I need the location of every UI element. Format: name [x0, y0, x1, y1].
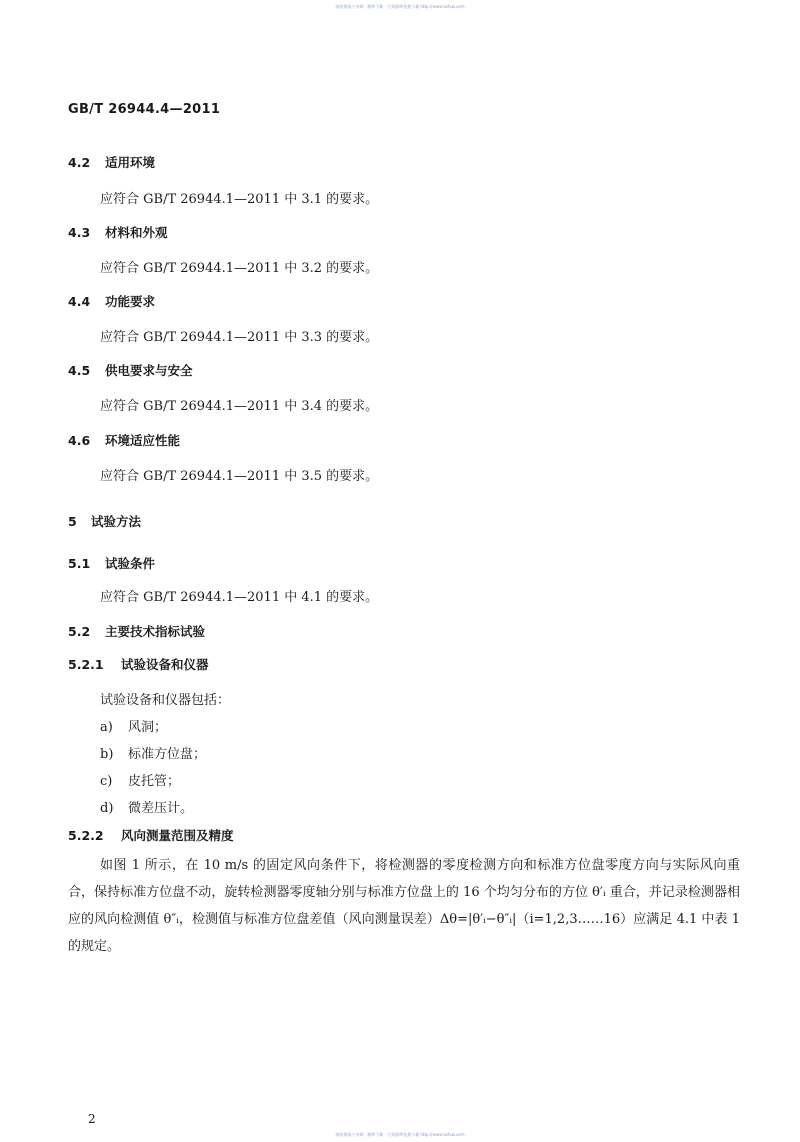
list-marker: b)	[100, 747, 114, 762]
section-heading-4-5	[68, 361, 193, 379]
list-item	[100, 743, 206, 762]
section-heading-4-4	[68, 292, 155, 310]
section-heading-4-6	[68, 431, 180, 449]
watermark-bottom: 國家標准分享網 · 標準下載 · 行業標準免費下載 http://www.bzfxw.com	[335, 1132, 465, 1137]
section-title: 试验条件	[105, 556, 156, 571]
list-marker: a)	[100, 720, 113, 735]
list-item	[100, 770, 180, 789]
section-number: 4.4	[68, 294, 91, 309]
section-text-4-2: 应符合 GB/T 26944.1—2011 中 3.1 的要求。	[100, 192, 379, 207]
section-title: 材料和外观	[105, 225, 168, 240]
section-title: 主要技术指标试验	[105, 624, 206, 639]
section-title: 风向测量范围及精度	[121, 828, 234, 843]
equipment-intro: 试验设备和仪器包括：	[100, 693, 231, 708]
section-heading-4-3	[68, 223, 168, 241]
section-title: 功能要求	[105, 294, 156, 309]
list-text: 标准方位盘；	[128, 747, 207, 762]
section-text-4-5: 应符合 GB/T 26944.1—2011 中 3.4 的要求。	[100, 399, 379, 414]
list-marker: d)	[100, 801, 114, 816]
section-number: 5.1	[68, 556, 91, 571]
section-number: 4.2	[68, 155, 91, 170]
page-number: 2	[88, 1112, 96, 1126]
list-item	[100, 797, 193, 816]
section-text-4-3: 应符合 GB/T 26944.1—2011 中 3.2 的要求。	[100, 261, 379, 276]
section-text-5-1: 应符合 GB/T 26944.1—2011 中 4.1 的要求。	[100, 590, 379, 605]
section-number: 5.2.2	[68, 828, 104, 843]
chapter-heading-5	[68, 512, 141, 530]
list-text: 微差压计。	[128, 801, 194, 816]
section-heading-5-2-1	[68, 655, 209, 673]
section-heading-4-2	[68, 153, 155, 171]
list-marker: c)	[100, 774, 113, 789]
section-number: 4.3	[68, 225, 91, 240]
section-number: 4.5	[68, 363, 91, 378]
section-title: 环境适应性能	[105, 433, 181, 448]
section-heading-5-2-2	[68, 826, 234, 844]
section-title: 适用环境	[105, 155, 156, 170]
section-text-4-4: 应符合 GB/T 26944.1—2011 中 3.3 的要求。	[100, 330, 379, 345]
section-paragraph-5-2-2: 如图 1 所示，在 10 m/s 的固定风向条件下，将检测器的零度检测方向和标准方位盘零度方向与实际风向重合，保持标准方位盘不动，旋转检测器零度轴分别与标准方位盘上的 16 个均匀分布的方位 θ′ᵢ 重合，并记录检测器相应的风向检测值 θ″ᵢ，检测值与标准方位盘差值（风向测量误差）Δθ=|θ′ᵢ−θ″ᵢ|（i=1,2,3……16）应满足 4.1 中表 1 的规定。	[68, 858, 740, 954]
chapter-number: 5	[68, 514, 77, 529]
chapter-title: 试验方法	[91, 514, 142, 529]
list-text: 风洞；	[128, 720, 168, 735]
standard-header: GB/T 26944.4—2011	[68, 102, 221, 117]
section-heading-5-2	[68, 622, 205, 640]
section-number: 5.2.1	[68, 657, 104, 672]
section-text-4-6: 应符合 GB/T 26944.1—2011 中 3.5 的要求。	[100, 469, 379, 484]
section-number: 5.2	[68, 624, 91, 639]
list-item	[100, 716, 167, 735]
section-title: 供电要求与安全	[105, 363, 193, 378]
section-title: 试验设备和仪器	[121, 657, 209, 672]
watermark-top: 國家標准分享網 · 標準下載 · 行業標準免費下載 http://www.bzfxw.com	[335, 4, 465, 9]
section-number: 4.6	[68, 433, 91, 448]
section-heading-5-1	[68, 554, 155, 572]
list-text: 皮托管；	[128, 774, 181, 789]
